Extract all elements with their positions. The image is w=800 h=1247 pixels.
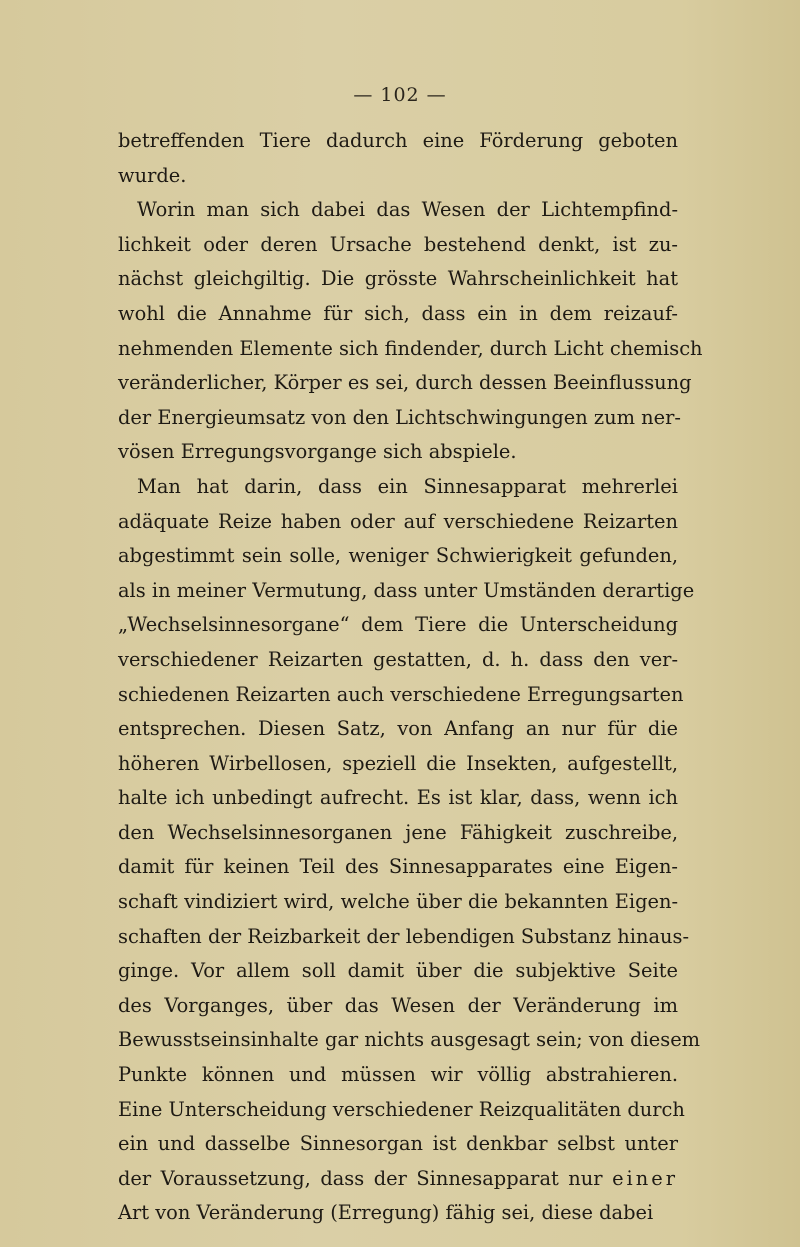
body-text (118, 124, 703, 1231)
text-line: Art von Veränderung (Erregung) fähig sei, diese dabei (118, 1201, 654, 1225)
text-line: wohl die Annahme für sich, dass ein in dem reizauf- (118, 301, 678, 325)
text-line-with-spaced-word (118, 1162, 678, 1197)
text-line: lichkeit oder deren Ursache bestehend denkt, ist zu- (118, 232, 678, 256)
text-line: „Wechselsinnesorgane“ dem Tiere die Unterscheidung (118, 613, 678, 637)
text-line: adäquate Reize haben oder auf verschiedene Reizarten (118, 509, 678, 533)
text-line: höheren Wirbellosen, speziell die Insekten, aufgestellt, (118, 751, 678, 775)
text-line: nehmenden Elemente sich findender, durch Licht chemisch (118, 336, 703, 360)
text-segment: der Voraussetzung, dass der Sinnesapparat nur (118, 1166, 603, 1190)
text-line: Worin man sich dabei das Wesen der Lichtempfind- (137, 198, 678, 222)
text-line: halte ich unbedingt aufrecht. Es ist klar, dass, wenn ich (118, 786, 678, 810)
text-line: nächst gleichgiltig. Die grösste Wahrscheinlichkeit hat (118, 267, 678, 291)
text-line: verschiedener Reizarten gestatten, d. h. dass den ver- (118, 647, 678, 671)
text-line: entsprechen. Diesen Satz, von Anfang an nur für die (118, 717, 678, 741)
text-line: ein und dasselbe Sinnesorgan ist denkbar selbst unter (118, 1132, 678, 1156)
text-line: Bewusstseinsinhalte gar nichts ausgesagt sein; von diesem (118, 1028, 701, 1052)
text-line: als in meiner Vermutung, dass unter Umständen derartige (118, 578, 695, 602)
text-line: des Vorganges, über das Wesen der Veränderung im (118, 993, 678, 1017)
page-number: — 102 — (353, 84, 447, 106)
text-line: Man hat darin, dass ein Sinnesapparat mehrerlei (137, 474, 678, 498)
text-line: Punkte können und müssen wir völlig abstrahieren. (118, 1063, 678, 1087)
text-line: schaft vindiziert wird, welche über die bekannten Eigen- (118, 890, 678, 914)
text-line: abgestimmt sein solle, weniger Schwierigkeit gefunden, (118, 544, 678, 568)
text-line: ginge. Vor allem soll damit über die subjektive Seite (118, 959, 678, 983)
emphasized-word: einer (612, 1166, 678, 1190)
text-line: der Energieumsatz von den Lichtschwingungen zum ner- (118, 405, 681, 429)
text-line: wurde. (118, 163, 187, 187)
text-line: den Wechselsinnesorganen jene Fähigkeit zuschreibe, (118, 820, 678, 844)
text-line: Eine Unterscheidung verschiedener Reizqualitäten durch (118, 1097, 685, 1121)
text-line: damit für keinen Teil des Sinnesapparates eine Eigen- (118, 855, 678, 879)
text-line: betreffenden Tiere dadurch eine Förderung geboten (118, 129, 678, 152)
text-line: veränderlicher, Körper es sei, durch dessen Beeinflussung (118, 371, 692, 395)
text-line: schaften der Reizbarkeit der lebendigen Substanz hinaus- (118, 924, 690, 948)
text-line: vösen Erregungsvorgange sich abspiele. (118, 440, 517, 464)
text-line: schiedenen Reizarten auch verschiedene Erregungsarten (118, 682, 684, 706)
